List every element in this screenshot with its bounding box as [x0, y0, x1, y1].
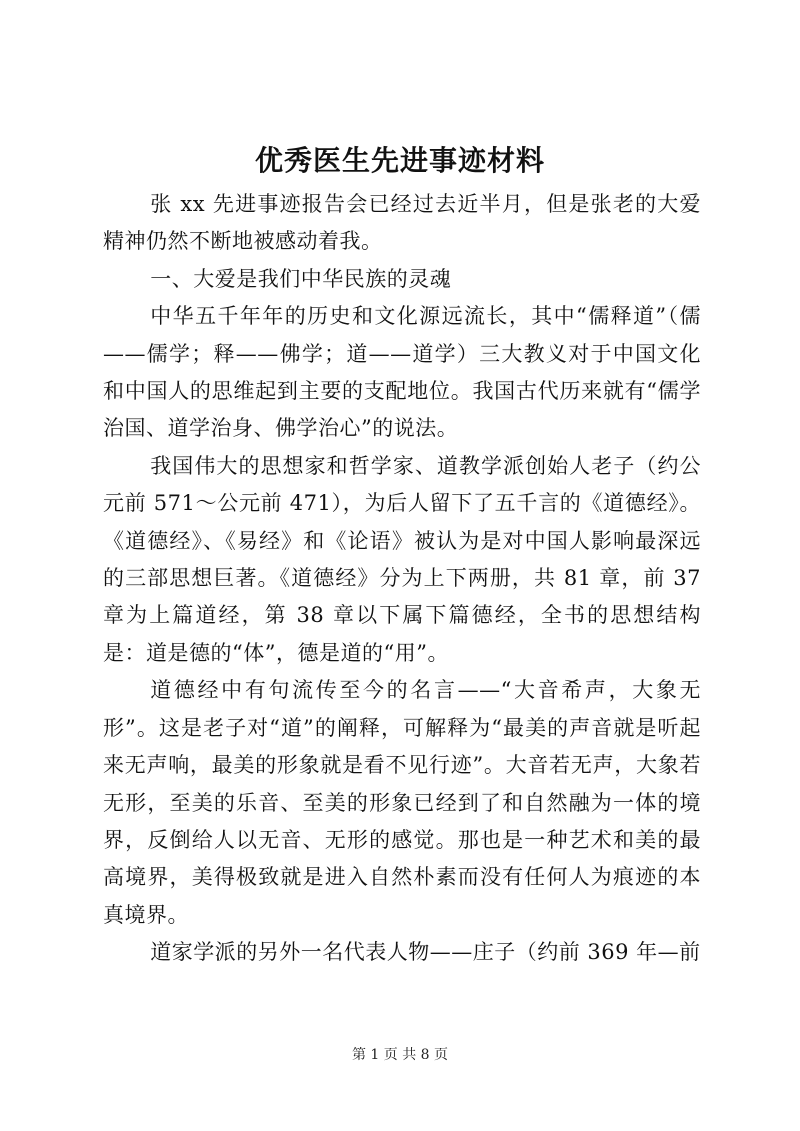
paragraph-laozi: 我国伟大的思想家和哲学家、道教学派创始人老子（约公元前 571～公元前 471），为后人留下了五千言的《道德经》。《道德经》、《易经》和《论语》被认为是对中国人影响最深远的三部思想巨著。《道德经》分为上下两册，共 81 章，前 37 章为上篇道经，第 38 章以下属下篇德经，全书的思想结构是：道是德的“体”，德是道的“用”。 [103, 453, 701, 665]
paragraph-intro: 张 xx 先进事迹报告会已经过去近半月，但是张老的大爱精神仍然不断地被感动着我。 [103, 192, 701, 254]
document-title: 优秀医生先进事迹材料 [254, 144, 545, 177]
page-footer: 第 1 页 共 8 页 [351, 1047, 449, 1063]
document-body [103, 186, 701, 972]
paragraph-zhuangzi: 道家学派的另外一名代表人物——庄子（约前 369 年—前 [150, 940, 701, 965]
paragraph-daodejing-quote: 道德经中有句流传至今的名言——“大音希声，大象无形”。这是老子对“道”的阐释，可解释为“最美的声音就是听起来无声响，最美的形象就是看不见行迹”。大音若无声，大象若无形，至美的乐音、至美的形象已经到了和自然融为一体的境界，反倒给人以无音、无形的感觉。那也是一种艺术和美的最高境界，美得极致就是进入自然朴素而没有任何人为痕迹的本真境界。 [103, 678, 701, 927]
section-heading: 一、大爱是我们中华民族的灵魂 [150, 266, 452, 291]
paragraph-confucianism: 中华五千年年的历史和文化源远流长，其中“儒释道”（儒——儒学；释——佛学；道——道学）三大教义对于中国文化和中国人的思维起到主要的支配地位。我国古代历来就有“儒学治国、道学治身、佛学治心”的说法。 [103, 304, 701, 441]
